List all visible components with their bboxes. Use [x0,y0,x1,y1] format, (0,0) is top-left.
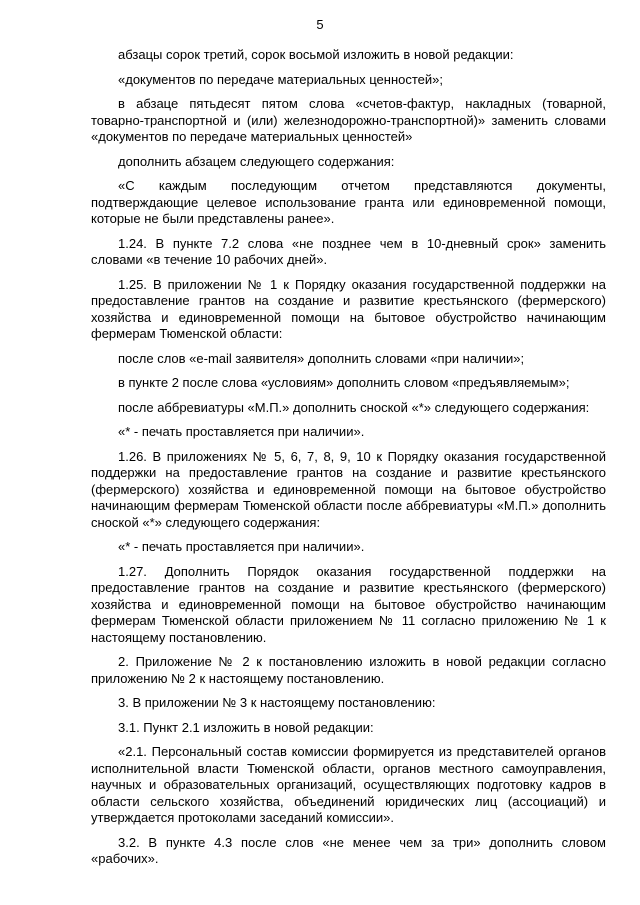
paragraph: «С каждым последующим отчетом представляются документы, подтверждающие целевое использование гранта или единовременной помощи, которые не были представлены ранее». [91,178,606,226]
footnote-text: «* - печать проставляется при наличии». [118,424,365,439]
paragraph-item-1-27: 1.27. Дополнить Порядок оказания государственной поддержки на предоставление грантов на создание и развитие крестьянского (фермерского) хозяйства и единовременной помощи на бытовое обустройство начинающим фермерам Тюменской области приложением № 11 согласно приложению № 1 к настоящему постановлению. [91,563,606,645]
paragraph: «2.1. Персональный состав комиссии формируется из представителей органов исполнительной власти Тюменской области, органов местного самоуправления, научных и образовательных организаций, осуществляющих подготовку кадров в области сельского хозяйства, объединений юридических лиц (ассоциаций) и утверждается протоколами заседаний комиссии». [91,744,606,825]
paragraph-item-3-2: 3.2. В пункте 4.3 после слов «не менее чем за три» дополнить словом «рабочих». [91,834,606,866]
paragraph: в пункте 2 после слова «условиям» дополнить словом «предъявляемым»; [118,375,570,390]
paragraph-item-1-26: 1.26. В приложениях № 5, 6, 7, 8, 9, 10 к Порядку оказания государственной поддержки на предоставление грантов на создание и развитие крестьянского (фермерского) хозяйства и единовременной помощи на бытовое обустройство начинающим фермерам Тюменской области после аббревиатуры «М.П.» дополнить сноской «*» следующего содержания: [91,448,606,530]
paragraph: после аббревиатуры «М.П.» дополнить сноской «*» следующего содержания: [118,399,590,415]
document-body [91,47,606,876]
paragraph-item-3: 3. В приложении № 3 к настоящему постановлению: [118,695,436,710]
paragraph: после слов «e-mail заявителя» дополнить словами «при наличии»; [118,350,525,366]
paragraph: абзацы сорок третий, сорок восьмой изложить в новой редакции: [118,47,514,62]
page-number: 5 [316,17,324,32]
paragraph-item-3-1: 3.1. Пункт 2.1 изложить в новой редакции: [118,719,374,735]
paragraph: «документов по передаче материальных ценностей»; [118,71,443,87]
paragraph: дополнить абзацем следующего содержания: [118,153,395,169]
paragraph-item-2: 2. Приложение № 2 к постановлению изложить в новой редакции согласно приложению № 2 к настоящему постановлению. [91,654,606,686]
paragraph: в абзаце пятьдесят пятом слова «счетов-фактур, накладных (товарной, товарно-транспортной и (или) железнодорожно-транспортной)» заменить словами «документов по передаче материальных ценностей» [91,96,606,144]
footnote-text: «* - печать проставляется при наличии». [118,539,365,554]
paragraph-item-1-24: 1.24. В пункте 7.2 слова «не позднее чем в 10-дневный срок» заменить словами «в течение 10 рабочих дней». [91,235,606,267]
paragraph-item-1-25: 1.25. В приложении № 1 к Порядку оказания государственной поддержки на предоставление грантов на создание и развитие крестьянского (фермерского) хозяйства и единовременной помощи на бытовое обустройство начинающим фермерам Тюменской области: [91,276,606,341]
